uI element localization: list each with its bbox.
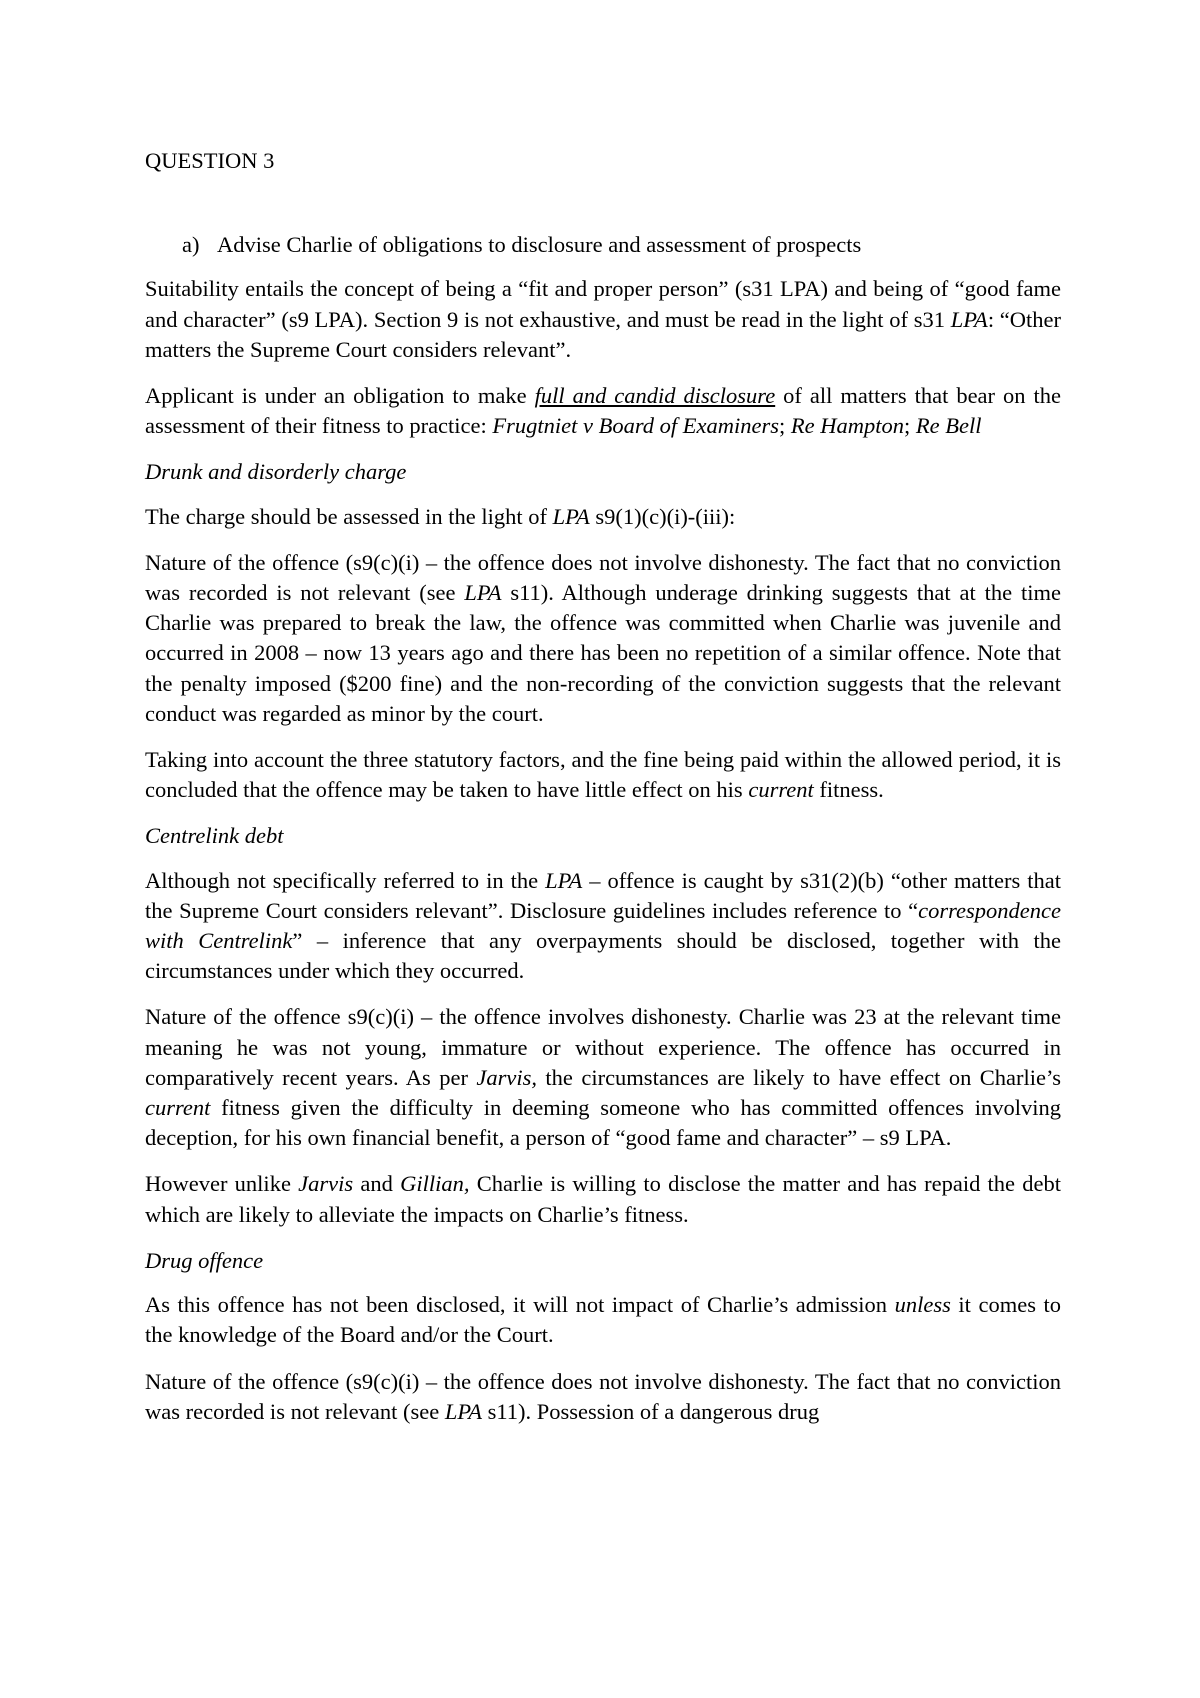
paragraph-drunk-nature (145, 548, 1061, 729)
emphasis-text: unless (894, 1292, 951, 1318)
text-run: Taking into account the three statutory factors, and the fine being paid within the allowed period, it is concluded that the offence may be taken to have little effect on his (145, 747, 1061, 803)
paragraph-centrelink-2 (145, 1002, 1061, 1153)
paragraph-centrelink-1 (145, 866, 1061, 987)
text-run: Although not specifically referred to in the (145, 867, 546, 893)
emphasis-text: current (748, 777, 814, 803)
text-run: the circumstances are likely to have effect on Charlie’s (537, 1064, 1061, 1090)
statute-ref: LPA (545, 867, 583, 893)
paragraph-centrelink-3 (145, 1169, 1061, 1229)
statute-ref: LPA (444, 1398, 482, 1424)
topic-heading-drug: Drug offence (145, 1247, 264, 1273)
statute-ref: LPA (950, 306, 988, 332)
text-run: Applicant is under an obligation to make (145, 383, 535, 409)
emphasis-text: current (145, 1095, 211, 1121)
text-run: However unlike (145, 1171, 299, 1197)
case-name: Frugtniet v Board of Examiners (492, 413, 780, 439)
text-run: ; (779, 413, 791, 439)
paragraph-charge (145, 502, 1061, 532)
statute-ref: LPA (552, 503, 590, 529)
text-run: fitness. (813, 777, 884, 803)
case-name: Re Bell (915, 413, 982, 439)
text-run: and (353, 1171, 401, 1197)
text-run: Charlie is willing to disclose the matter and has repaid the debt which are likely to alleviate the impacts on Charlie’s fitness. (145, 1171, 1061, 1227)
text-run: Suitability entails the concept of being a “fit and proper person” (s31 LPA) and being of “good fame and character” (s9 LPA). Section 9 is not exhaustive, and must be read in the light of s31 (145, 276, 1061, 332)
text-run: As this offence has not been disclosed, it will not impact of Charlie’s admission (145, 1292, 895, 1318)
emphasis-text: correspondence with Centrelink (145, 897, 1061, 954)
statute-ref: LPA (464, 580, 502, 606)
text-run: Nature of the offence (s9(c)(i) – the offence does not involve dishonesty. The fact that no conviction was recorded is not relevant (see (145, 1368, 1061, 1424)
text-run: s9(1)(c)(i)-(iii): (589, 503, 736, 529)
text-run: ” – inference that any overpayments should be disclosed, together with the circumstances under which they occurred. (145, 928, 1062, 984)
emphasis-text: full and candid disclosure (534, 383, 776, 409)
text-run: s11). Possession of a dangerous drug (481, 1398, 820, 1424)
text-run: – offence is caught by s31(2)(b) “other matters that the Supreme Court considers relevant”. Disclosure guidelines includes reference to “ (145, 867, 1062, 923)
paragraph-drug-1 (145, 1290, 1061, 1350)
sub-question-marker: a) (182, 232, 200, 258)
topic-heading-centrelink: Centrelink debt (145, 823, 284, 849)
text-run: it comes to the knowledge of the Board and/or the Court. (145, 1292, 1062, 1348)
document-body (145, 146, 1061, 1443)
text-run: The charge should be assessed in the light of (145, 503, 553, 529)
paragraph-disclosure (145, 381, 1061, 441)
paragraph-drug-2 (145, 1367, 1061, 1427)
case-name: Re Hampton (790, 413, 905, 439)
text-run: Nature of the offence (s9(c)(i) – the offence does not involve dishonesty. The fact that no conviction was recorded is not relevant (see (145, 549, 1061, 606)
sub-question-a (182, 230, 1061, 260)
case-name: Jarvis, (476, 1064, 537, 1090)
case-name: Gillian, (400, 1171, 470, 1197)
paragraph-suitability (145, 274, 1061, 365)
text-run: Nature of the offence s9(c)(i) – the offence involves dishonesty. Charlie was 23 at the relevant time meaning he was not young, immature or without experience. The offence has occurred in comparatively recent years. As per (145, 1004, 1061, 1090)
text-run: : “Other matters the Supreme Court considers relevant”. (145, 306, 1062, 362)
text-run: of all matters that bear on the assessment of their fitness to practice: (145, 383, 1061, 439)
text-run: s11). Although underage drinking suggests that at the time Charlie was prepared to break the law, the offence was committed when Charlie was juvenile and occurred in 2008 – now 13 years ago and there has been no repetition of a similar offence. Note that the penalty imposed ($200 fine) and the non-recording of the conviction suggests that the relevant conduct was regarded as minor by the court. (145, 580, 1061, 726)
topic-heading-drunk: Drunk and disorderly charge (145, 459, 407, 485)
text-run: fitness given the difficulty in deeming someone who has committed offences involving deception, for his own financial benefit, a person of “good fame and character” – s9 LPA. (145, 1095, 1061, 1151)
sub-question-text: Advise Charlie of obligations to disclosure and assessment of prospects (217, 232, 862, 258)
text-run: ; (904, 413, 916, 439)
paragraph-drunk-conclusion (145, 745, 1061, 805)
question-heading: QUESTION 3 (145, 148, 275, 173)
case-name: Jarvis (298, 1171, 354, 1197)
